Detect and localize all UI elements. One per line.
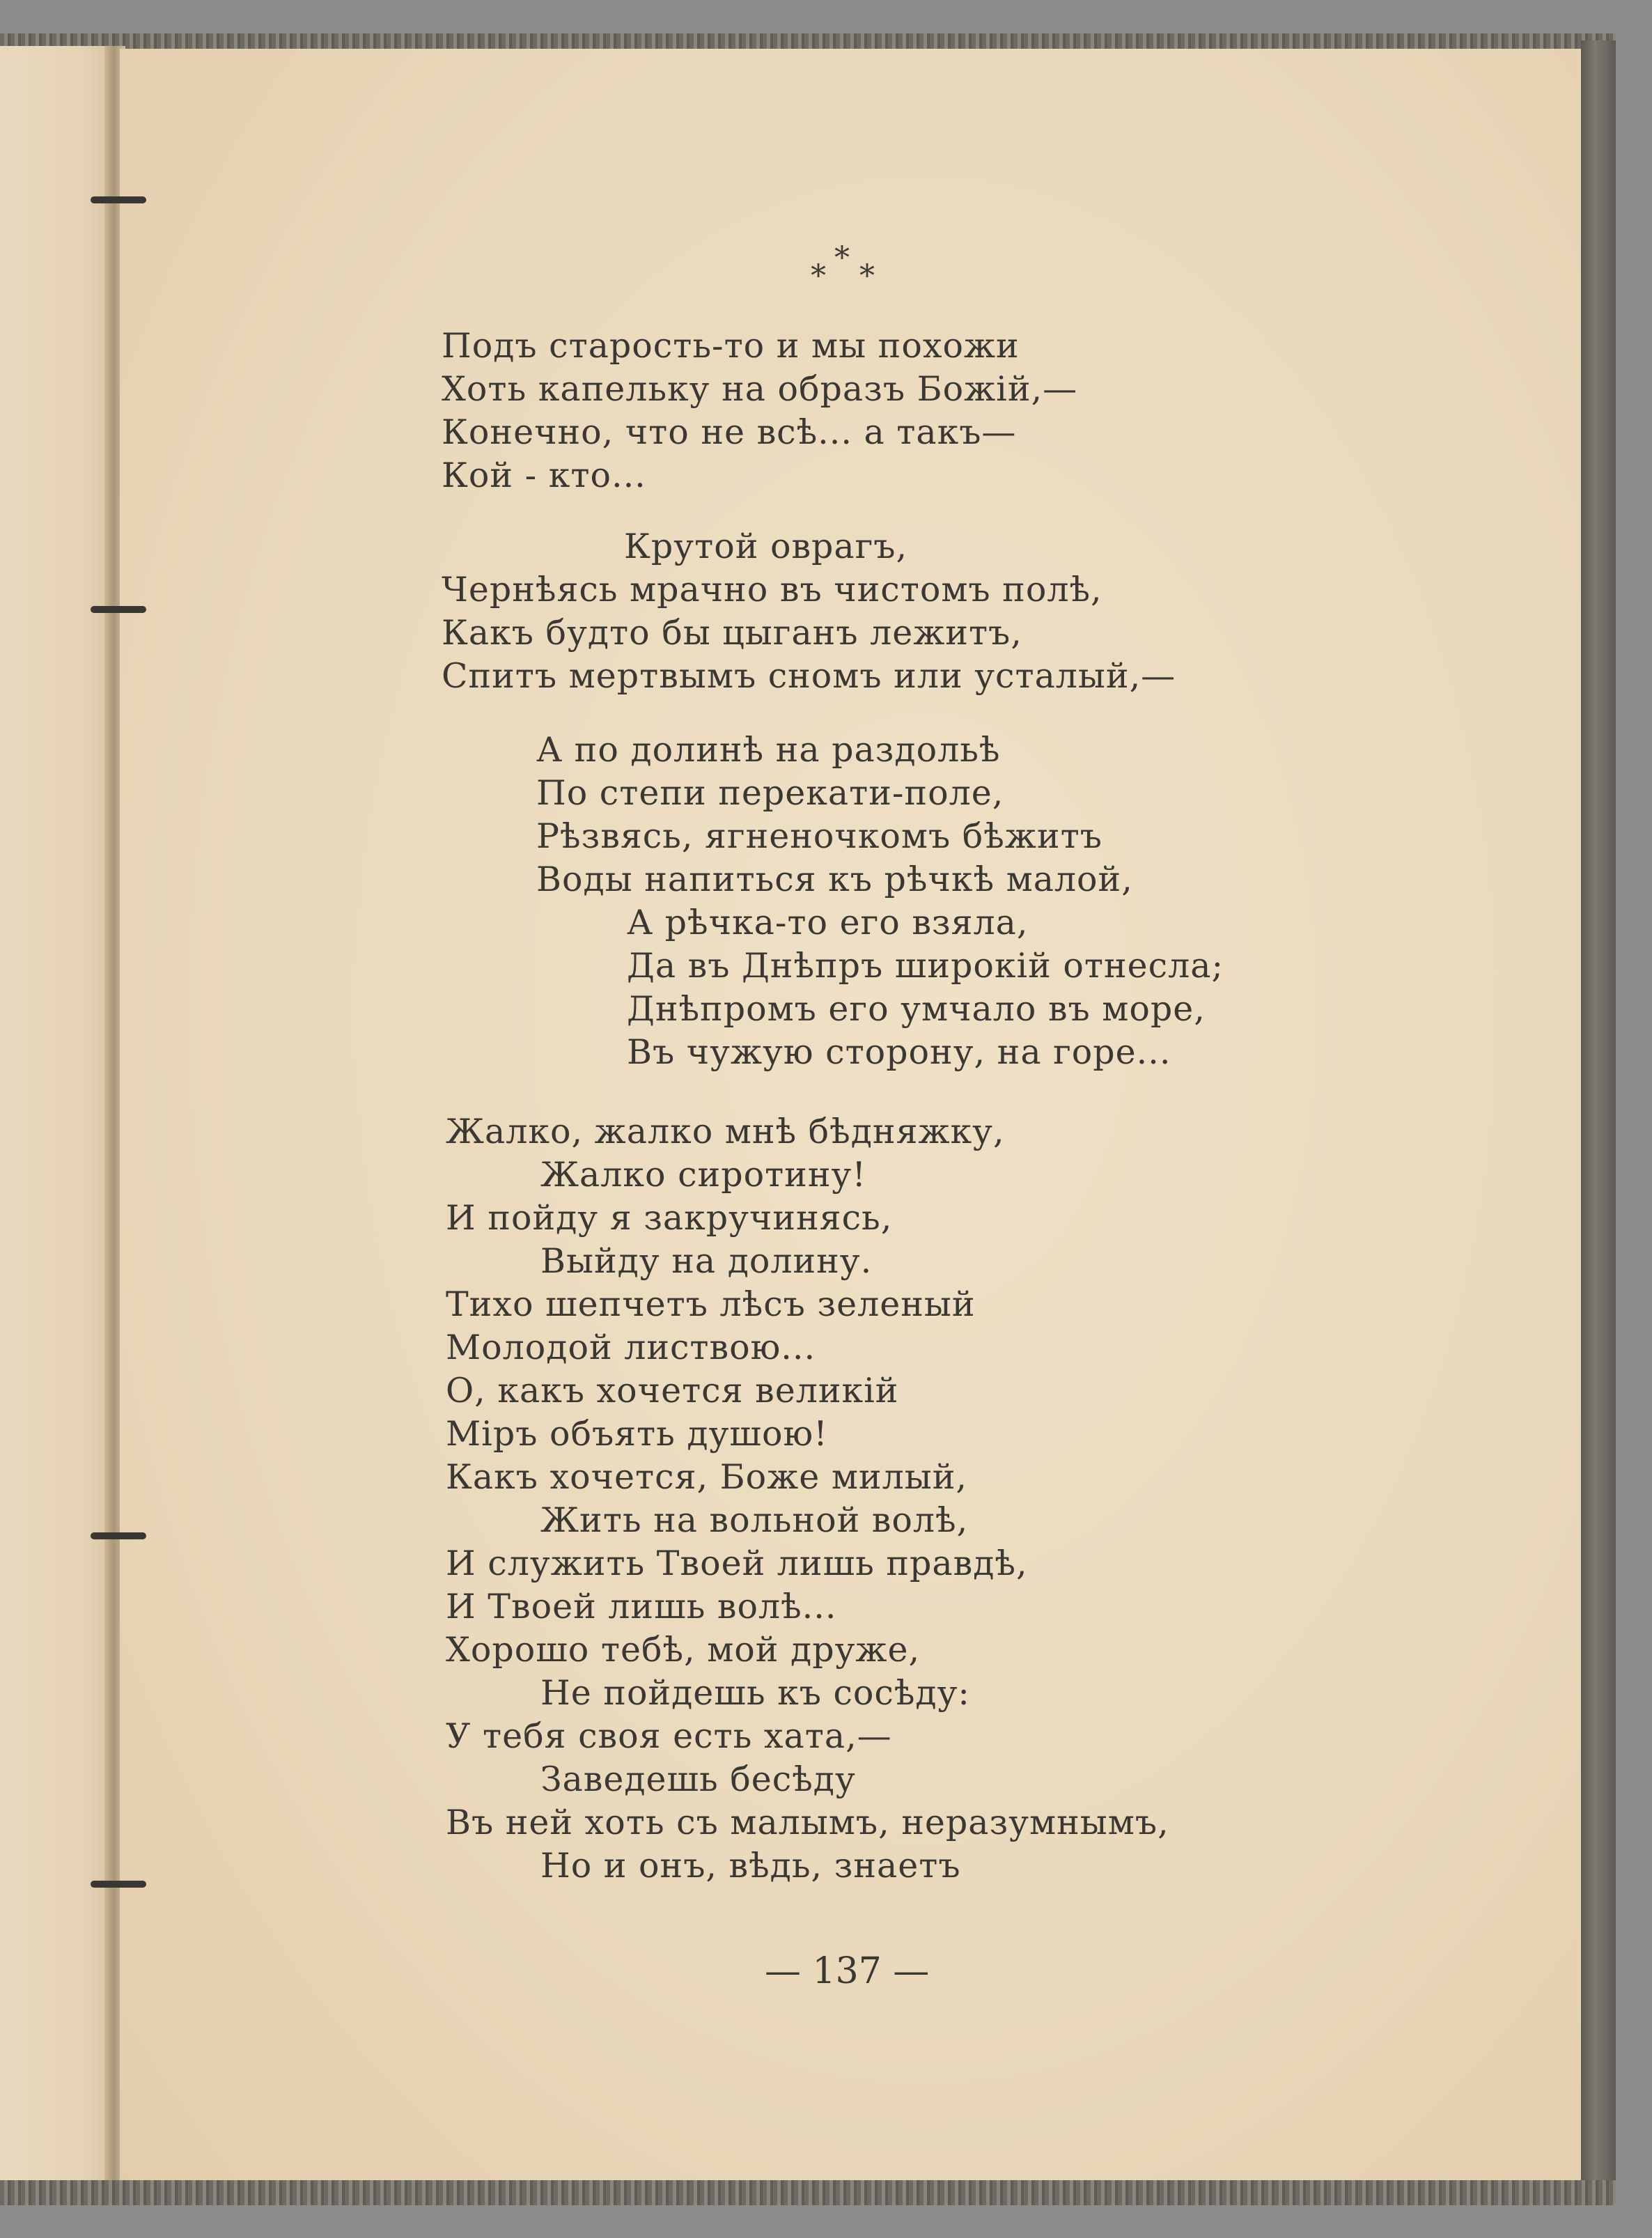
poem-line: Въ чужую сторону, на горе... [627, 1032, 1171, 1072]
page-number: — 137 — [765, 1950, 930, 1992]
book-cover-edge [1581, 40, 1616, 2193]
star-ornament: * [834, 240, 850, 276]
poem-line: Рѣзвясь, ягненочкомъ бѣжитъ [536, 816, 1102, 856]
poem-line: Кой - кто... [442, 456, 646, 495]
poem-line: Какъ будто бы цыганъ лежитъ, [442, 613, 1022, 653]
poem-line: А рѣчка-то его взяла, [627, 903, 1029, 942]
section-stars [801, 240, 885, 294]
poem-line: Какъ хочется, Боже милый, [446, 1457, 967, 1497]
poem-line: Воды напиться къ рѣчкѣ малой, [536, 860, 1133, 899]
poem-line: Жить на вольной волѣ, [540, 1500, 969, 1540]
poem-line: Спитъ мертвымъ сномъ или усталый,— [442, 656, 1176, 696]
binding-stitch [91, 606, 146, 613]
poem-line: Крутой оврагъ, [624, 527, 908, 566]
poem-line: Хорошо тебѣ, мой друже, [446, 1630, 921, 1670]
poem-line: Не пойдешь къ сосѣду: [540, 1673, 970, 1713]
poem-line: По степи перекати-поле, [536, 773, 1004, 813]
poem-line: Молодой листвою... [446, 1328, 816, 1367]
poem-line: Подъ старость-то и мы похожи [442, 326, 1020, 366]
poem-line: И служить Твоей лишь правдѣ, [446, 1544, 1028, 1583]
poem-line: А по долинѣ на раздольѣ [536, 730, 1001, 770]
poem-line: Да въ Днѣпръ широкій отнесла; [627, 946, 1224, 986]
left-page-edge [0, 46, 113, 2189]
poem-line: Міръ объять душою! [446, 1414, 828, 1454]
poem-line: Чернѣясь мрачно въ чистомъ полѣ, [442, 570, 1102, 609]
poem-line: Днѣпромъ его умчало въ море, [627, 989, 1206, 1029]
poem-line: И Твоей лишь волѣ... [446, 1587, 837, 1626]
poem-line: Тихо шепчетъ лѣсъ зеленый [446, 1284, 976, 1324]
star-ornament: * [811, 258, 826, 294]
poem-line: У тебя своя есть хата,— [446, 1716, 892, 1756]
poem-line: И пойду я закручинясь, [446, 1198, 893, 1238]
poem-line: Выйду на долину. [540, 1241, 873, 1281]
book-binding-bottom [0, 2180, 1616, 2205]
poem-line: Заведешь бесѣду [540, 1759, 856, 1799]
binding-stitch [91, 196, 146, 203]
book-binding-top [0, 33, 1616, 50]
poem-line: Но и онъ, вѣдь, знаетъ [540, 1846, 961, 1886]
poem-line: Конечно, что не всѣ... а такъ— [442, 412, 1017, 452]
poem-line: Жалко, жалко мнѣ бѣдняжку, [446, 1112, 1005, 1151]
poem-line: Въ ней хоть съ малымъ, неразумнымъ, [446, 1803, 1169, 1842]
poem-line: О, какъ хочется великій [446, 1371, 899, 1411]
binding-stitch [91, 1881, 146, 1888]
binding-stitch [91, 1532, 146, 1539]
star-ornament: * [859, 258, 875, 294]
poem-line: Жалко сиротину! [540, 1155, 867, 1195]
poem-line: Хоть капельку на образъ Божій,— [442, 369, 1078, 409]
